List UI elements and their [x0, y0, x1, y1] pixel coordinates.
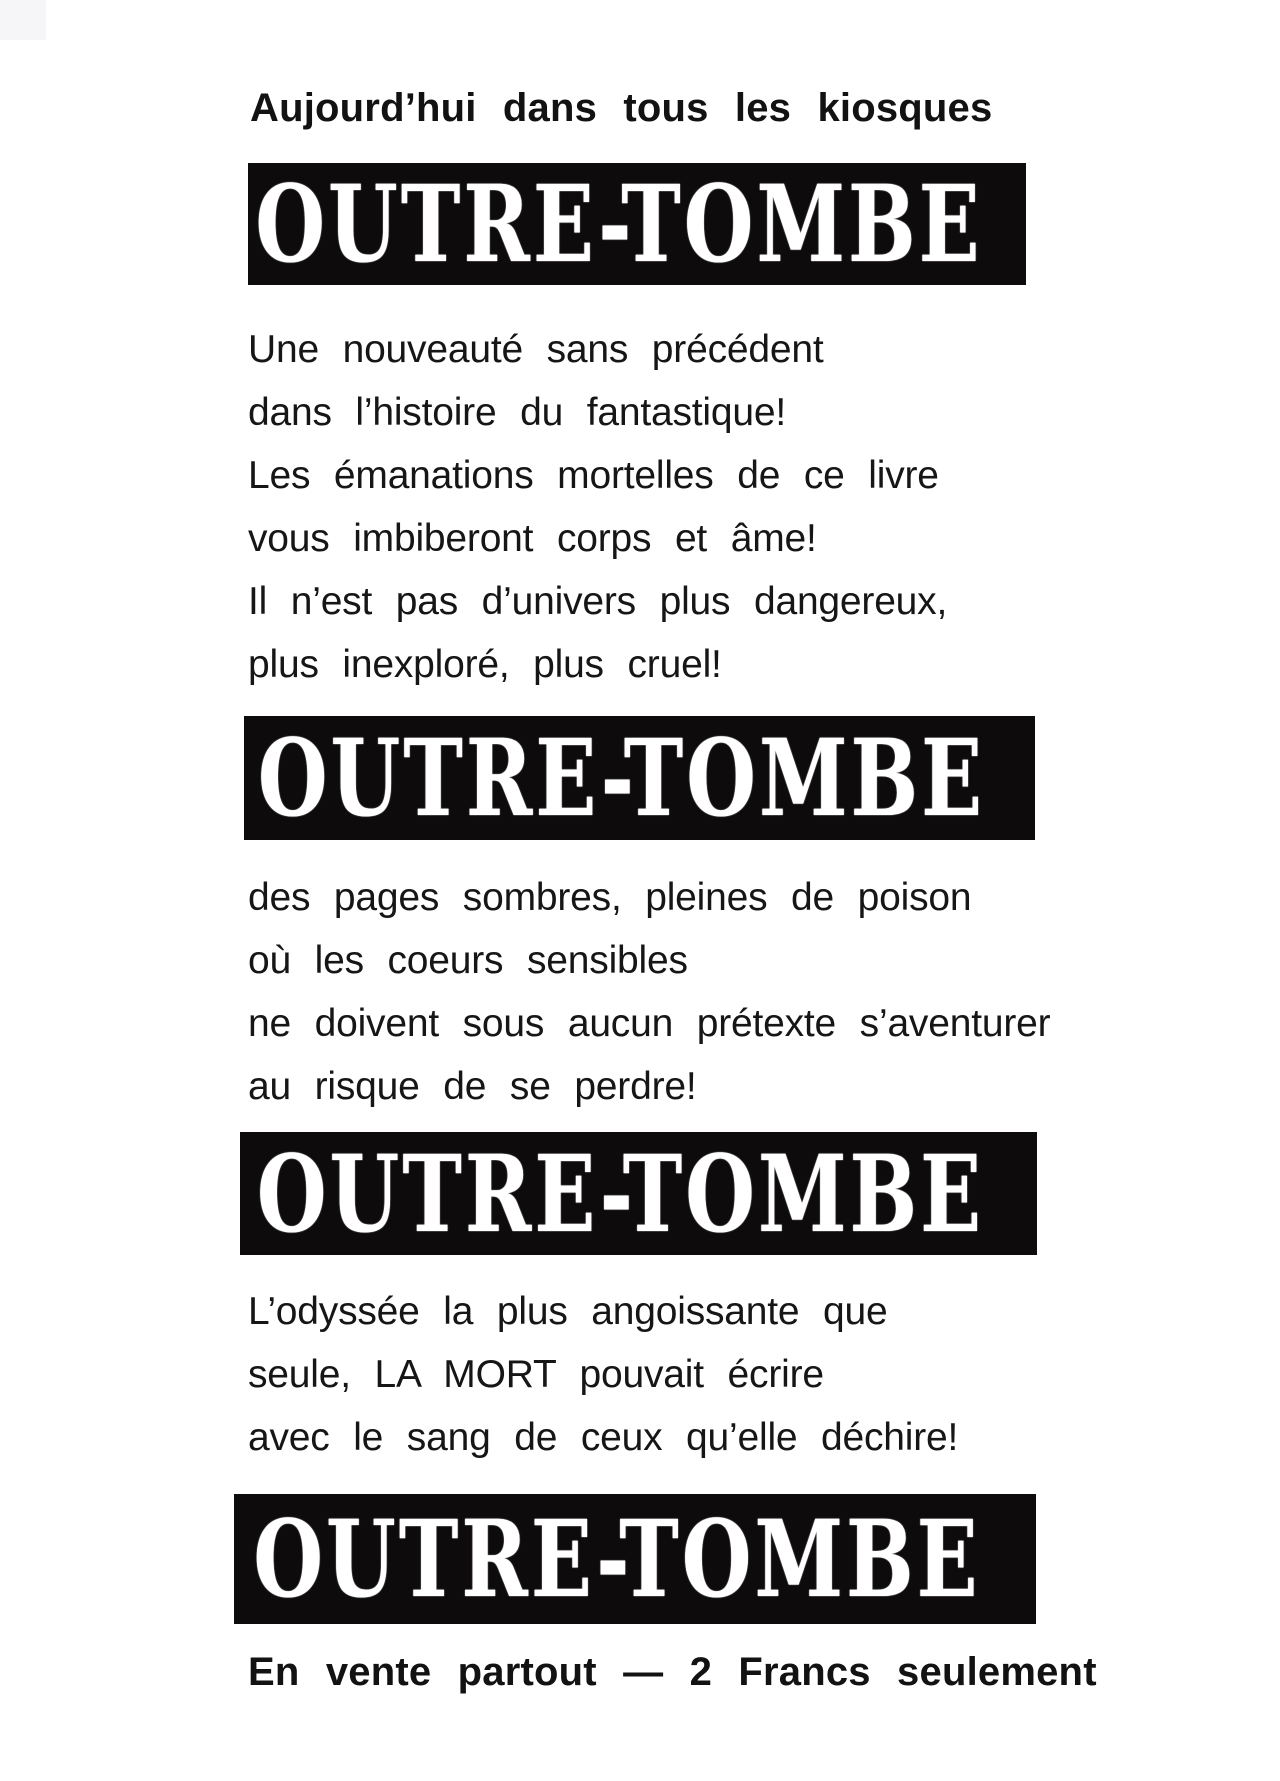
outre-tombe-banner-4 — [234, 1494, 1036, 1624]
banner-title: OUTRE-TOMBE — [257, 716, 986, 840]
kicker-headline: Aujourd’hui dans tous les kiosques — [250, 86, 993, 130]
body-line: plus inexploré, plus cruel! — [248, 643, 722, 686]
banner-title: OUTRE-TOMBE — [256, 1132, 985, 1255]
footer-price-line: En vente partout — 2 Francs seulement — [248, 1650, 1097, 1694]
body-line: avec le sang de ceux qu’elle déchire! — [248, 1416, 959, 1459]
paragraph-2 — [248, 866, 1050, 1118]
scan-corner-artifact — [0, 0, 46, 40]
body-line: L’odyssée la plus angoissante que — [248, 1290, 888, 1333]
paragraph-1 — [248, 318, 947, 696]
body-line: Les émanations mortelles de ce livre — [248, 454, 939, 497]
body-line: où les coeurs sensibles — [248, 939, 688, 982]
body-line: seule, LA MORT pouvait écrire — [248, 1353, 824, 1396]
outre-tombe-banner-2 — [244, 716, 1035, 840]
body-line: Il n’est pas d’univers plus dangereux, — [248, 580, 948, 623]
body-line: au risque de se perdre! — [248, 1065, 697, 1108]
body-line: vous imbiberont corps et âme! — [248, 517, 817, 560]
body-line: ne doivent sous aucun prétexte s’aventurer — [248, 1002, 1051, 1045]
paragraph-3 — [248, 1280, 958, 1469]
body-line: dans l’histoire du fantastique! — [248, 391, 786, 434]
outre-tombe-banner-3 — [240, 1132, 1037, 1255]
body-line: des pages sombres, pleines de poison — [248, 876, 972, 919]
banner-title: OUTRE-TOMBE — [255, 163, 983, 285]
body-line: Une nouveauté sans précédent — [248, 328, 824, 371]
outre-tombe-banner-1 — [248, 163, 1026, 285]
banner-title: OUTRE-TOMBE — [253, 1496, 981, 1622]
